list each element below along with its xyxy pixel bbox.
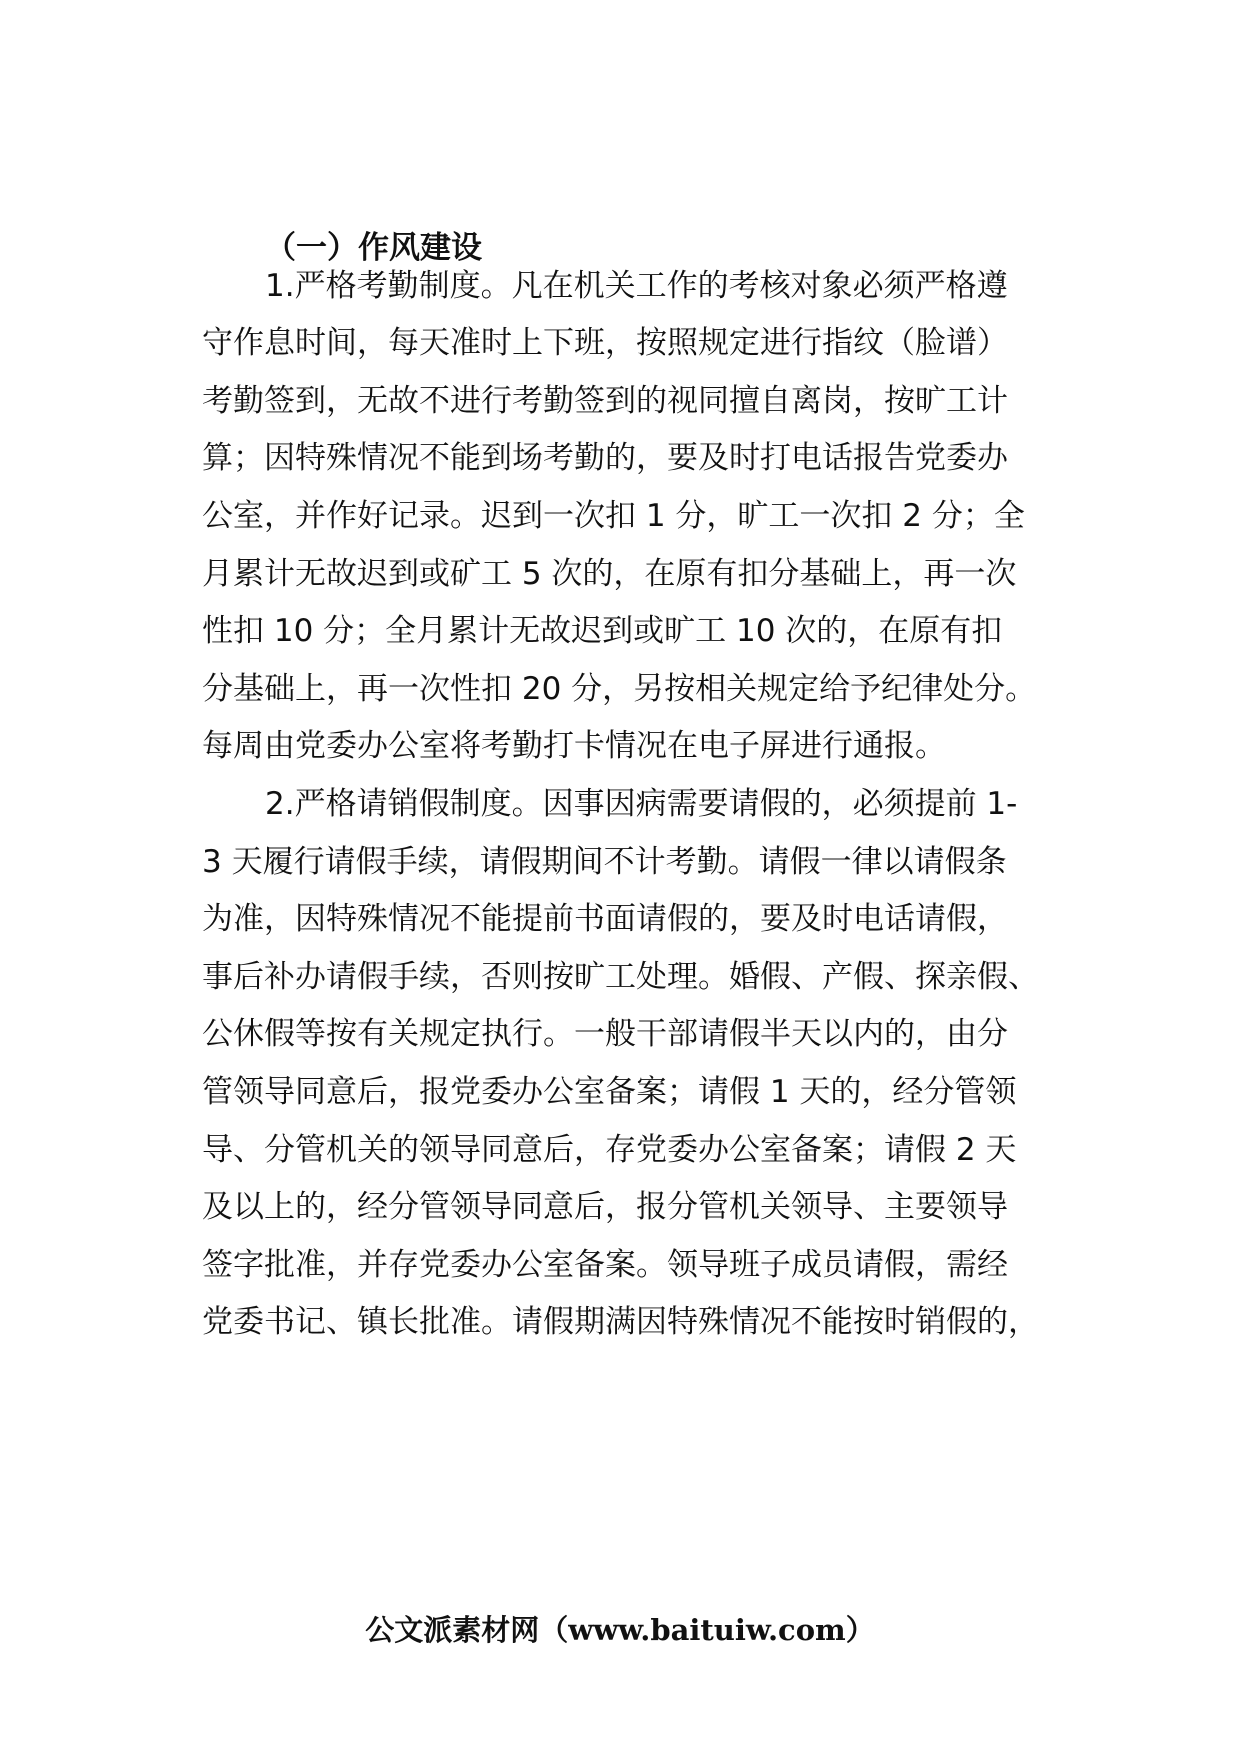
- paragraph-line: 1.严格考勤制度。凡在机关工作的考核对象必须严格遵: [265, 268, 1008, 304]
- footer-watermark: 公文派素材网（www.baituiw.com）: [365, 1613, 875, 1647]
- paragraph-line: 管领导同意后，报党委办公室备案；请假 1 天的，经分管领: [202, 1074, 1017, 1110]
- paragraph-line: 性扣 10 分；全月累计无故迟到或旷工 10 次的，在原有扣: [202, 613, 1003, 649]
- paragraph-line: 事后补办请假手续，否则按旷工处理。婚假、产假、探亲假、: [202, 959, 1039, 995]
- paragraph-line: 导、分管机关的领导同意后，存党委办公室备案；请假 2 天: [202, 1132, 1017, 1168]
- paragraph-line: 每周由党委办公室将考勤打卡情况在电子屏进行通报。: [202, 728, 946, 764]
- paragraph-line: 3 天履行请假手续，请假期间不计考勤。请假一律以请假条: [202, 844, 1007, 880]
- paragraph-line: 签字批准，并存党委办公室备案。领导班子成员请假，需经: [202, 1247, 1008, 1283]
- paragraph-line: 守作息时间，每天准时上下班，按照规定进行指纹（脸谱）: [202, 325, 1008, 361]
- paragraph-line: 及以上的，经分管领导同意后，报分管机关领导、主要领导: [202, 1189, 1008, 1225]
- section-heading: （一）作风建设: [265, 230, 482, 266]
- paragraph-line: 考勤签到，无故不进行考勤签到的视同擅自离岗，按旷工计: [202, 383, 1008, 419]
- paragraph-line: 公休假等按有关规定执行。一般干部请假半天以内的，由分: [202, 1016, 1008, 1052]
- paragraph-line: 分基础上，再一次性扣 20 分，另按相关规定给予纪律处分。: [202, 671, 1037, 707]
- paragraph-line: 算；因特殊情况不能到场考勤的，要及时打电话报告党委办: [202, 440, 1008, 476]
- paragraph-line: 2.严格请销假制度。因事因病需要请假的，必须提前 1-: [265, 786, 1018, 822]
- paragraph-line: 公室，并作好记录。迟到一次扣 1 分，旷工一次扣 2 分；全: [202, 498, 1025, 534]
- paragraph-line: 月累计无故迟到或矿工 5 次的，在原有扣分基础上，再一次: [202, 556, 1017, 592]
- paragraph-line: 为准，因特殊情况不能提前书面请假的，要及时电话请假，: [202, 901, 1008, 937]
- paragraph-line: 党委书记、镇长批准。请假期满因特殊情况不能按时销假的，: [202, 1304, 1039, 1340]
